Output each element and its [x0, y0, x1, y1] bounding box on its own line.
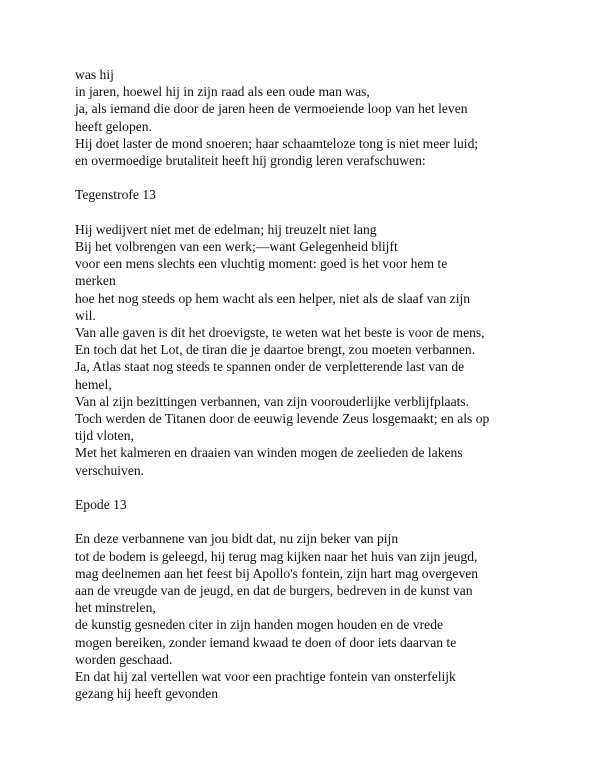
text-line: wil.: [75, 307, 96, 323]
text-line: Toch werden de Titanen door de eeuwig levende Zeus losgemaakt; en als op: [75, 411, 490, 427]
text-line: Hij doet laster de mond snoeren; haar schaamteloze tong is niet meer luid;: [75, 135, 479, 151]
text-line: Hij wedijvert niet met de edelman; hij treuzelt niet lang: [75, 221, 377, 237]
text-line: was hij: [75, 67, 114, 82]
text-line: en overmoedige brutaliteit heeft hij grondig leren verafschuwen:: [75, 153, 426, 169]
section-heading-epode: Epode 13: [75, 497, 127, 513]
text-line: mag deelnemen aan het feest bij Apollo's fontein, zijn hart mag overgeven: [75, 565, 479, 581]
document-page: [75, 66, 545, 720]
text-line: Bij het volbrengen van een werk;—want Gelegenheid blijft: [75, 239, 398, 254]
text-line: in jaren, hoewel hij in zijn raad als een oude man was,: [75, 84, 370, 100]
text-line: En dat hij zal vertellen wat voor een prachtige fontein van onsterfelijk: [75, 669, 456, 685]
stanza-continuation: [75, 66, 545, 169]
text-line: heeft gelopen.: [75, 118, 152, 134]
text-line: Ja, Atlas staat nog steeds te spannen onder de verpletterende last van de: [75, 359, 465, 375]
text-line: Van al zijn bezittingen verbannen, van zijn voorouderlijke verblijfplaats.: [75, 393, 470, 409]
text-line: gezang hij heeft gevonden: [75, 686, 219, 702]
section-heading-tegenstrofe: Tegenstrofe 13: [75, 187, 156, 203]
text-line: de kunstig gesneden citer in zijn handen mogen houden en de vrede: [75, 617, 444, 633]
text-line: ja, als iemand die door de jaren heen de vermoeiende loop van het leven: [75, 101, 468, 117]
text-line: hemel,: [75, 376, 112, 392]
text-line: het minstrelen,: [75, 600, 156, 616]
text-line: tijd vloten,: [75, 428, 134, 444]
text-line: Met het kalmeren en draaien van winden mogen de zeelieden de lakens: [75, 445, 463, 461]
text-line: aan de vreugde van de jeugd, en dat de burgers, bedreven in de kunst van: [75, 583, 473, 599]
text-line: tot de bodem is geleegd, hij terug mag kijken naar het huis van zijn jeugd,: [75, 548, 478, 564]
text-line: En toch dat het Lot, de tiran die je daartoe brengt, zou moeten verbannen.: [75, 342, 476, 358]
text-line: voor een mens slechts een vluchtig moment: goed is het voor hem te: [75, 256, 448, 272]
text-line: verschuiven.: [75, 462, 145, 478]
text-line: En deze verbannene van jou bidt dat, nu zijn beker van pijn: [75, 531, 399, 547]
text-line: Van alle gaven is dit het droevigste, te weten wat het beste is voor de mens,: [75, 325, 485, 341]
text-line: merken: [75, 273, 116, 289]
stanza-epode: [75, 530, 545, 702]
stanza-tegenstrofe: [75, 221, 545, 479]
text-line: mogen bereiken, zonder iemand kwaad te doen of door iets daarvan te: [75, 634, 457, 650]
text-line: hoe het nog steeds op hem wacht als een helper, niet als de slaaf van zijn: [75, 290, 471, 306]
text-line: worden geschaad.: [75, 651, 173, 667]
